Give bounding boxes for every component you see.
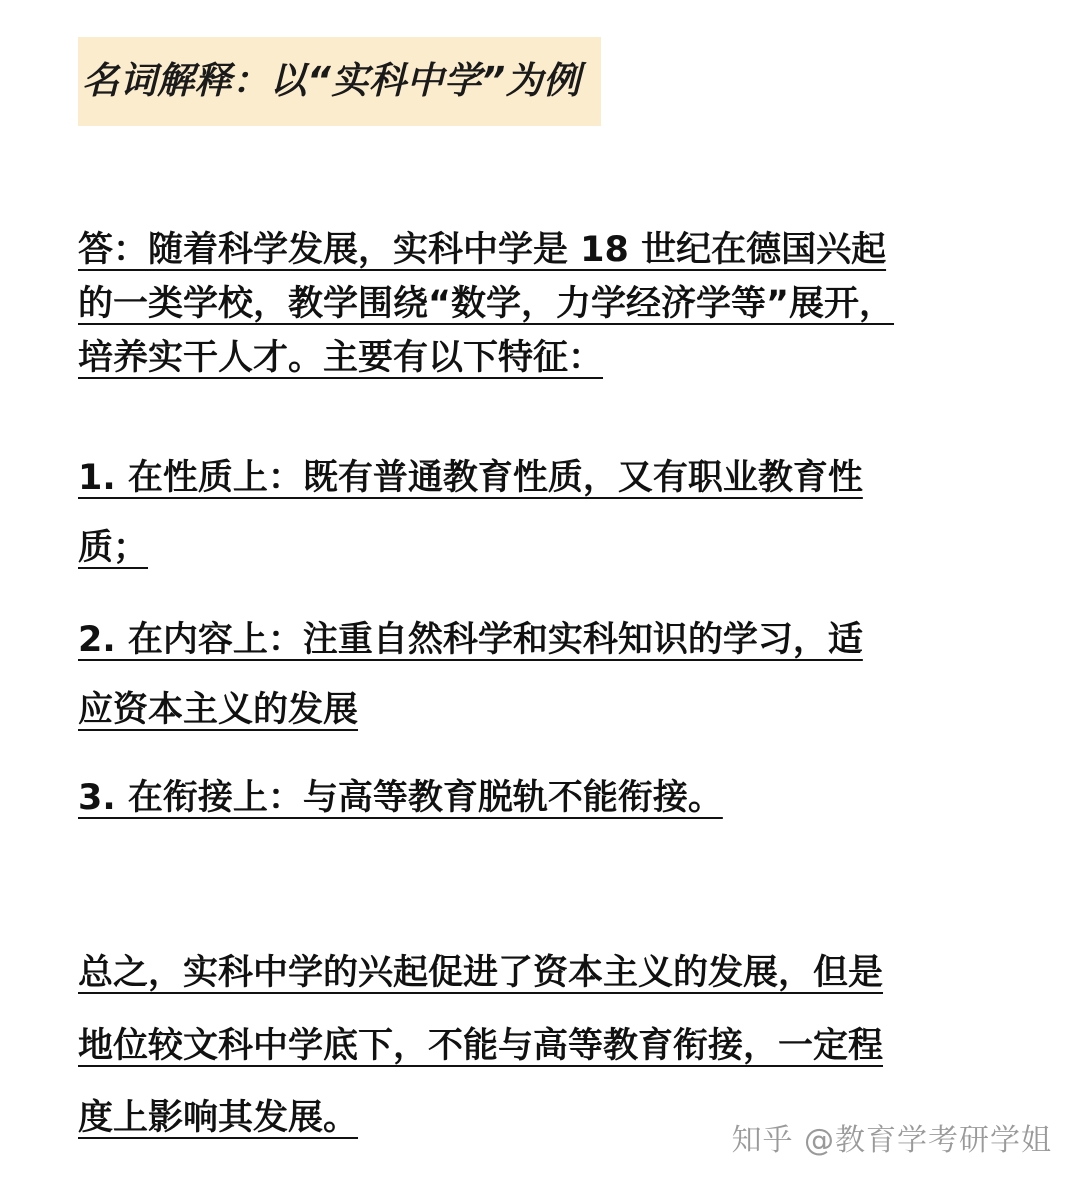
- feature-1-line: 1. 在性质上：既有普通教育性质，又有职业教育性: [78, 458, 863, 498]
- feature-2-line: 2. 在内容上：注重自然科学和实科知识的学习，适: [78, 620, 863, 660]
- feature-2-line: 应资本主义的发展: [78, 690, 359, 730]
- page-title: 名词解释：以“实科中学”为例: [82, 59, 581, 102]
- feature-3-line: 3. 在衔接上：与高等教育脱轨不能衔接。: [78, 778, 723, 818]
- summary-line: 度上影响其发展。: [78, 1098, 359, 1138]
- answer-line: 培养实干人才。主要有以下特征：: [78, 338, 604, 378]
- answer-line: 的一类学校，教学围绕“数学，力学经济学等”展开，: [78, 284, 895, 324]
- summary-line: 总之，实科中学的兴起促进了资本主义的发展，但是: [78, 953, 884, 993]
- feature-1-line: 质；: [78, 528, 149, 568]
- zhihu-watermark: 知乎 @教育学考研学姐: [731, 1123, 1052, 1158]
- summary-line: 地位较文科中学底下，不能与高等教育衔接，一定程: [78, 1026, 884, 1066]
- answer-line: 答：随着科学发展，实科中学是 18 世纪在德国兴起: [78, 230, 887, 270]
